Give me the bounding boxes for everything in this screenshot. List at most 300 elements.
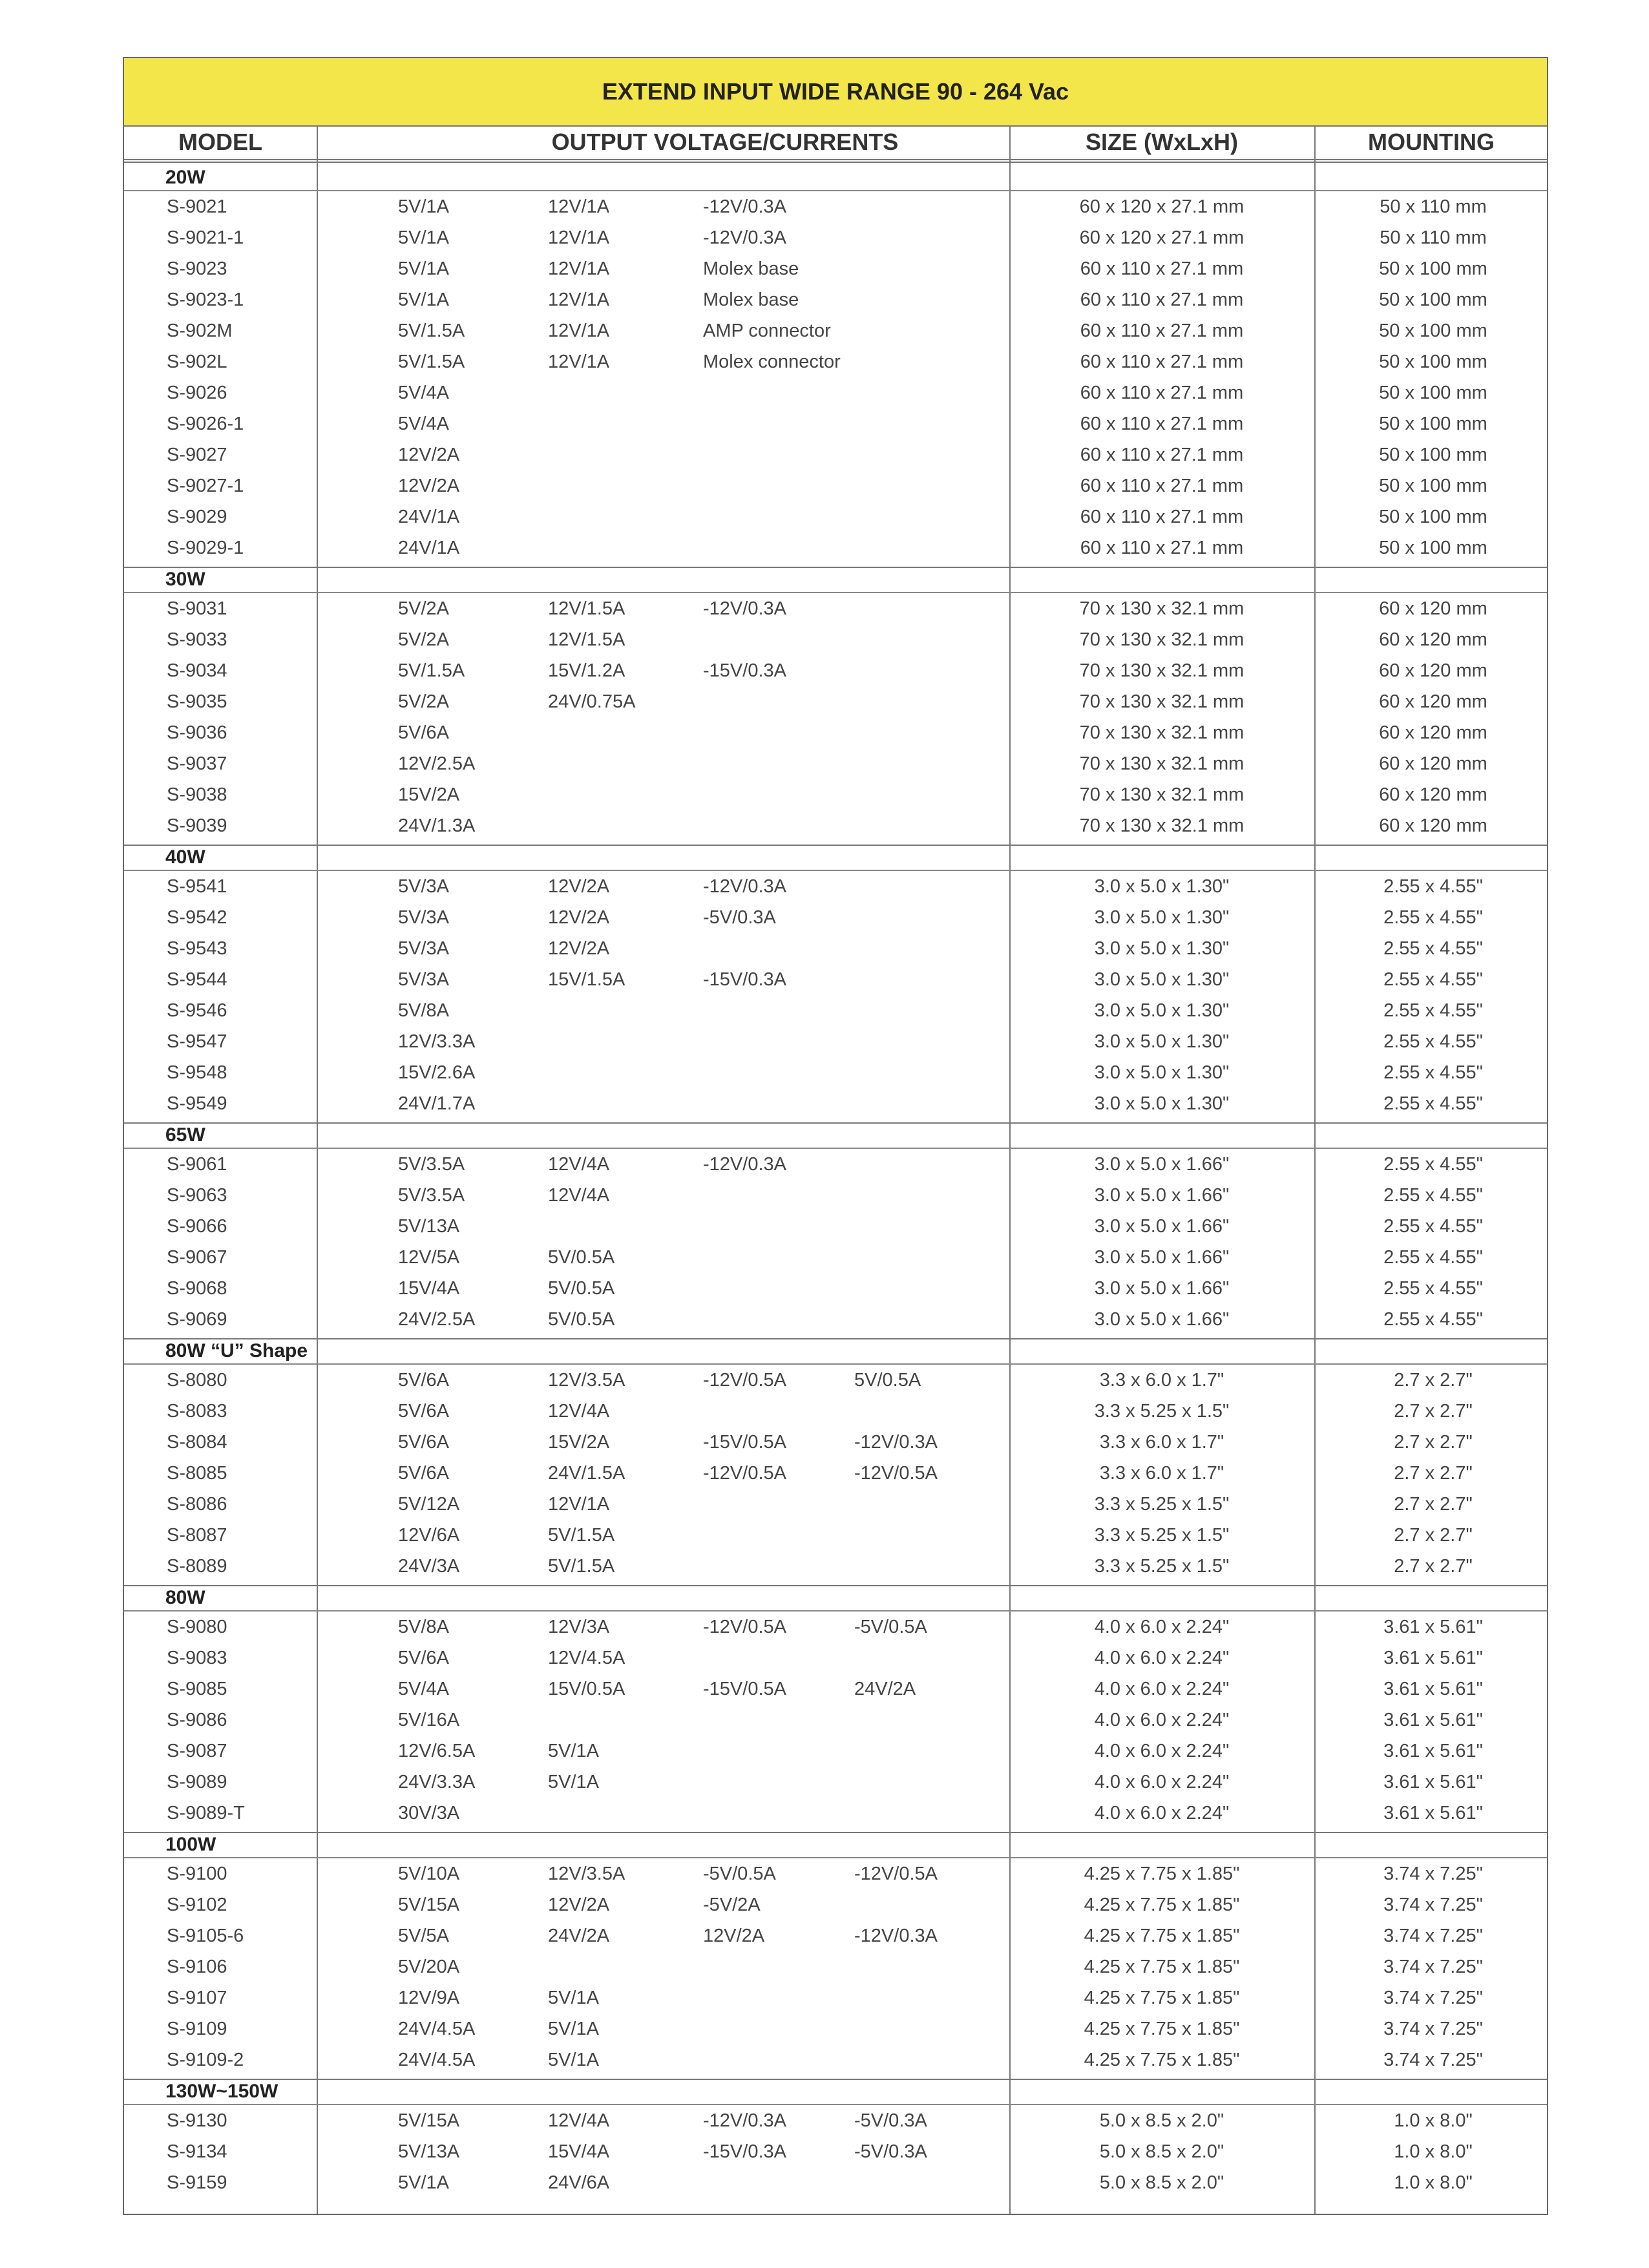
output-cell: -12V/0.5A (703, 1617, 786, 1637)
mounting-cell: 3.74 x 7.25" (1383, 2050, 1483, 2070)
output-cell: 15V/1.2A (548, 660, 625, 681)
output-cell: 24V/1.7A (398, 1093, 476, 1114)
size-cell: 3.0 x 5.0 x 1.66" (1094, 1216, 1230, 1237)
model-cell: S-9544 (167, 969, 227, 990)
model-cell: S-9548 (167, 1062, 227, 1083)
mounting-cell: 2.55 x 4.55" (1383, 938, 1483, 959)
table-row (124, 1026, 1547, 1057)
output-cell: Molex base (703, 289, 799, 310)
mounting-cell: 1.0 x 8.0" (1394, 2110, 1473, 2131)
size-cell: 4.25 x 7.75 x 1.85" (1084, 1895, 1240, 1915)
group-label: 100W (165, 1834, 216, 1855)
output-cell: -5V/0.3A (854, 2110, 927, 2131)
output-cell: 5V/6A (398, 1432, 449, 1453)
output-cell: -12V/0.3A (703, 227, 786, 248)
model-cell: S-9107 (167, 1988, 227, 2008)
output-cell: 24V/6A (548, 2172, 610, 2193)
table-title-banner: EXTEND INPUT WIDE RANGE 90 - 264 Vac (124, 58, 1547, 127)
output-cell: 12V/4A (548, 2110, 610, 2131)
output-cell: 5V/1.5A (398, 352, 465, 372)
mounting-cell: 3.74 x 7.25" (1383, 1957, 1483, 1977)
size-cell: 3.0 x 5.0 x 1.30" (1094, 1093, 1230, 1114)
model-cell: S-9069 (167, 1309, 227, 1330)
mounting-cell: 2.7 x 2.7" (1394, 1432, 1473, 1453)
table-row (124, 655, 1547, 686)
size-cell: 3.3 x 6.0 x 1.7" (1099, 1370, 1224, 1391)
mounting-cell: 50 x 100 mm (1379, 445, 1487, 465)
output-cell: 5V/3A (398, 969, 449, 990)
table-row (124, 408, 1547, 439)
size-cell: 4.25 x 7.75 x 1.85" (1084, 1957, 1240, 1977)
output-cell: 12V/2A (703, 1926, 765, 1946)
output-cell: 5V/4A (398, 414, 449, 434)
table-row (124, 532, 1547, 563)
mounting-cell: 50 x 100 mm (1379, 258, 1487, 279)
size-cell: 70 x 130 x 32.1 mm (1079, 660, 1245, 681)
mounting-cell: 2.55 x 4.55" (1383, 1185, 1483, 1206)
output-cell: 15V/2A (398, 784, 460, 805)
output-cell: 24V/1.5A (548, 1463, 625, 1484)
size-cell: 70 x 130 x 32.1 mm (1079, 629, 1245, 650)
model-cell: S-9034 (167, 660, 227, 681)
size-cell: 3.0 x 5.0 x 1.66" (1094, 1185, 1230, 1206)
table-row (124, 2044, 1547, 2075)
output-cell: Molex base (703, 258, 799, 279)
model-cell: S-8085 (167, 1463, 227, 1484)
output-cell: 5V/1A (398, 289, 449, 310)
output-cell: 5V/1A (398, 2172, 449, 2193)
output-cell: 12V/2A (548, 1895, 610, 1915)
output-cell: 5V/1A (398, 196, 449, 217)
output-cell: 5V/16A (398, 1710, 460, 1730)
mounting-cell: 60 x 120 mm (1379, 784, 1487, 805)
table-row (124, 1180, 1547, 1211)
mounting-cell: 3.61 x 5.61" (1383, 1772, 1483, 1792)
output-cell: 5V/1A (548, 2019, 599, 2039)
mounting-cell: 60 x 120 mm (1379, 660, 1487, 681)
mounting-cell: 3.61 x 5.61" (1383, 1648, 1483, 1668)
size-cell: 3.3 x 6.0 x 1.7" (1099, 1432, 1224, 1453)
table-row (124, 1982, 1547, 2013)
group-label: 40W (165, 846, 205, 868)
mounting-cell: 60 x 120 mm (1379, 722, 1487, 743)
output-cell: 5V/20A (398, 1957, 460, 1977)
output-cell: 5V/1A (398, 227, 449, 248)
table-row (124, 748, 1547, 779)
output-cell: 5V/8A (398, 1000, 449, 1021)
output-cell: 5V/2A (398, 598, 449, 619)
table-row (124, 964, 1547, 995)
output-cell: 15V/2.6A (398, 1062, 476, 1083)
mounting-cell: 3.74 x 7.25" (1383, 1895, 1483, 1915)
size-cell: 70 x 130 x 32.1 mm (1079, 815, 1245, 836)
output-cell: 12V/3.5A (548, 1864, 625, 1884)
model-cell: S-9159 (167, 2172, 227, 2193)
table-row (124, 1798, 1547, 1829)
table-row (124, 1273, 1547, 1304)
output-cell: 5V/3.5A (398, 1185, 465, 1206)
model-cell: S-9134 (167, 2141, 227, 2162)
output-cell: 12V/4.5A (548, 1648, 625, 1668)
output-cell: 12V/2A (548, 938, 610, 959)
output-cell: 30V/3A (398, 1803, 460, 1823)
output-cell: -5V/2A (703, 1895, 761, 1915)
output-cell: 12V/1.5A (548, 629, 625, 650)
output-cell: -12V/0.3A (703, 876, 786, 897)
output-cell: 5V/15A (398, 1895, 460, 1915)
output-cell: -12V/0.3A (854, 1432, 938, 1453)
header-model: MODEL (178, 129, 262, 155)
output-cell: 12V/1A (548, 227, 610, 248)
mounting-cell: 50 x 100 mm (1379, 320, 1487, 341)
model-cell: S-9026-1 (167, 414, 244, 434)
model-cell: S-9089-T (167, 1803, 245, 1823)
output-cell: -12V/0.5A (703, 1463, 786, 1484)
model-cell: S-9102 (167, 1895, 227, 1915)
mounting-cell: 2.7 x 2.7" (1394, 1494, 1473, 1515)
spec-table (123, 57, 1548, 2215)
model-cell: S-9029-1 (167, 538, 244, 558)
table-row (124, 501, 1547, 532)
model-group (124, 845, 1547, 1123)
mounting-cell: 60 x 120 mm (1379, 753, 1487, 774)
mounting-cell: 2.55 x 4.55" (1383, 907, 1483, 928)
table-row (124, 1674, 1547, 1705)
size-cell: 3.3 x 5.25 x 1.5" (1094, 1494, 1230, 1515)
size-cell: 3.0 x 5.0 x 1.30" (1094, 1000, 1230, 1021)
output-cell: 5V/0.5A (548, 1309, 615, 1330)
output-cell: 12V/1A (548, 352, 610, 372)
output-cell: 5V/10A (398, 1864, 460, 1884)
mounting-cell: 2.7 x 2.7" (1394, 1401, 1473, 1422)
size-cell: 3.0 x 5.0 x 1.66" (1094, 1278, 1230, 1299)
table-row (124, 1242, 1547, 1273)
output-cell: -5V/0.5A (703, 1864, 776, 1884)
size-cell: 3.0 x 5.0 x 1.30" (1094, 938, 1230, 959)
table-row (124, 2013, 1547, 2044)
output-cell: 12V/2A (548, 907, 610, 928)
mounting-cell: 3.74 x 7.25" (1383, 1926, 1483, 1946)
size-cell: 70 x 130 x 32.1 mm (1079, 784, 1245, 805)
model-cell: S-9063 (167, 1185, 227, 1206)
model-cell: S-9036 (167, 722, 227, 743)
output-cell: 5V/0.5A (548, 1247, 615, 1268)
output-cell: 12V/3.3A (398, 1031, 476, 1052)
output-cell: -5V/0.3A (854, 2141, 927, 2162)
output-cell: -5V/0.3A (703, 907, 776, 928)
table-row (124, 346, 1547, 377)
table-row (124, 253, 1547, 284)
mounting-cell: 2.55 x 4.55" (1383, 1062, 1483, 1083)
model-cell: S-9546 (167, 1000, 227, 1021)
output-cell: 5V/12A (398, 1494, 460, 1515)
output-cell: -12V/0.3A (854, 1926, 938, 1946)
table-row (124, 315, 1547, 346)
table-row (124, 1705, 1547, 1736)
mounting-cell: 2.55 x 4.55" (1383, 1247, 1483, 1268)
model-cell: S-9100 (167, 1864, 227, 1884)
model-cell: S-9541 (167, 876, 227, 897)
table-row (124, 1088, 1547, 1119)
size-cell: 4.0 x 6.0 x 2.24" (1094, 1710, 1230, 1730)
mounting-cell: 3.74 x 7.25" (1383, 1988, 1483, 2008)
size-cell: 4.25 x 7.75 x 1.85" (1084, 1926, 1240, 1946)
model-cell: S-9023-1 (167, 289, 244, 310)
size-cell: 70 x 130 x 32.1 mm (1079, 598, 1245, 619)
mounting-cell: 2.55 x 4.55" (1383, 1031, 1483, 1052)
model-cell: S-9543 (167, 938, 227, 959)
model-cell: S-9089 (167, 1772, 227, 1792)
mounting-cell: 2.55 x 4.55" (1383, 1000, 1483, 1021)
header-mounting: MOUNTING (1368, 129, 1495, 155)
output-cell: 5V/8A (398, 1617, 449, 1637)
table-row (124, 717, 1547, 748)
model-group (124, 165, 1547, 567)
size-cell: 4.25 x 7.75 x 1.85" (1084, 2019, 1240, 2039)
model-cell: S-9027 (167, 445, 227, 465)
model-cell: S-9031 (167, 598, 227, 619)
table-row (124, 1149, 1547, 1180)
size-cell: 60 x 120 x 27.1 mm (1079, 196, 1245, 217)
model-cell: S-9109-2 (167, 2050, 244, 2070)
model-cell: S-8086 (167, 1494, 227, 1515)
mounting-cell: 3.61 x 5.61" (1383, 1741, 1483, 1761)
mounting-cell: 2.7 x 2.7" (1394, 1370, 1473, 1391)
output-cell: 5V/6A (398, 722, 449, 743)
mounting-cell: 60 x 120 mm (1379, 691, 1487, 712)
model-group (124, 2079, 1547, 2202)
table-row (124, 284, 1547, 315)
output-cell: 5V/2A (398, 691, 449, 712)
model-cell: S-9029 (167, 507, 227, 527)
mounting-cell: 3.61 x 5.61" (1383, 1803, 1483, 1823)
model-cell: S-9035 (167, 691, 227, 712)
output-cell: 5V/1A (398, 258, 449, 279)
table-row (124, 1304, 1547, 1335)
mounting-cell: 2.55 x 4.55" (1383, 969, 1483, 990)
model-cell: S-9021 (167, 196, 227, 217)
size-cell: 60 x 110 x 27.1 mm (1080, 352, 1244, 372)
output-cell: 24V/3.3A (398, 1772, 476, 1792)
table-row (124, 439, 1547, 470)
size-cell: 3.3 x 5.25 x 1.5" (1094, 1401, 1230, 1422)
model-group (124, 1123, 1547, 1339)
mounting-cell: 1.0 x 8.0" (1394, 2141, 1473, 2162)
output-cell: 5V/6A (398, 1648, 449, 1668)
output-cell: 12V/2A (398, 476, 460, 496)
output-cell: Molex connector (703, 352, 841, 372)
group-label: 65W (165, 1124, 205, 1146)
table-row (124, 1643, 1547, 1674)
size-cell: 60 x 110 x 27.1 mm (1080, 383, 1244, 403)
table-row (124, 222, 1547, 253)
size-cell: 3.0 x 5.0 x 1.66" (1094, 1247, 1230, 1268)
model-cell: S-8084 (167, 1432, 227, 1453)
output-cell: 5V/5A (398, 1926, 449, 1946)
model-cell: S-9067 (167, 1247, 227, 1268)
model-cell: S-9542 (167, 907, 227, 928)
model-cell: S-9105-6 (167, 1926, 244, 1946)
output-cell: 5V/4A (398, 1679, 449, 1699)
size-cell: 60 x 110 x 27.1 mm (1080, 507, 1244, 527)
mounting-cell: 1.0 x 8.0" (1394, 2172, 1473, 2193)
size-cell: 60 x 110 x 27.1 mm (1080, 538, 1244, 558)
model-cell: S-8083 (167, 1401, 227, 1422)
model-cell: S-9039 (167, 815, 227, 836)
table-row (124, 902, 1547, 933)
model-group (124, 567, 1547, 845)
table-row (124, 933, 1547, 964)
mounting-cell: 50 x 100 mm (1379, 538, 1487, 558)
model-cell: S-9066 (167, 1216, 227, 1237)
output-cell: 5V/1A (548, 1772, 599, 1792)
size-cell: 3.3 x 5.25 x 1.5" (1094, 1556, 1230, 1577)
table-row (124, 1211, 1547, 1242)
output-cell: 15V/4A (548, 2141, 610, 2162)
header-size: SIZE (WxLxH) (1085, 129, 1238, 155)
table-row (124, 470, 1547, 501)
output-cell: -15V/0.3A (703, 660, 786, 681)
mounting-cell: 60 x 120 mm (1379, 598, 1487, 619)
mounting-cell: 60 x 120 mm (1379, 815, 1487, 836)
model-cell: S-9023 (167, 258, 227, 279)
size-cell: 60 x 110 x 27.1 mm (1080, 414, 1244, 434)
output-cell: 12V/3.5A (548, 1370, 625, 1391)
mounting-cell: 2.7 x 2.7" (1394, 1556, 1473, 1577)
output-cell: -15V/0.5A (703, 1679, 786, 1699)
model-cell: S-8080 (167, 1370, 227, 1391)
output-cell: -12V/0.3A (703, 2110, 786, 2131)
output-cell: 12V/1A (548, 258, 610, 279)
table-row (124, 377, 1547, 408)
output-cell: 12V/5A (398, 1247, 460, 1268)
output-cell: 5V/1.5A (548, 1525, 615, 1546)
size-cell: 3.0 x 5.0 x 1.30" (1094, 876, 1230, 897)
output-cell: 5V/2A (398, 629, 449, 650)
output-cell: 15V/1.5A (548, 969, 625, 990)
mounting-cell: 2.7 x 2.7" (1394, 1525, 1473, 1546)
output-cell: 5V/1.5A (398, 660, 465, 681)
size-cell: 60 x 110 x 27.1 mm (1080, 289, 1244, 310)
output-cell: 24V/2.5A (398, 1309, 476, 1330)
mounting-cell: 2.55 x 4.55" (1383, 1154, 1483, 1175)
table-row (124, 1057, 1547, 1088)
table-row (124, 871, 1547, 902)
size-cell: 3.0 x 5.0 x 1.30" (1094, 1062, 1230, 1083)
size-cell: 70 x 130 x 32.1 mm (1079, 722, 1245, 743)
table-row (124, 2105, 1547, 2136)
model-cell: S-9033 (167, 629, 227, 650)
output-cell: 12V/1A (548, 1494, 610, 1515)
output-cell: 5V/0.5A (854, 1370, 921, 1391)
mounting-cell: 2.55 x 4.55" (1383, 1093, 1483, 1114)
output-cell: -12V/0.3A (703, 1154, 786, 1175)
size-cell: 3.0 x 5.0 x 1.30" (1094, 907, 1230, 928)
mounting-cell: 50 x 110 mm (1380, 196, 1487, 217)
output-cell: 12V/6.5A (398, 1741, 476, 1761)
model-cell: S-9027-1 (167, 476, 244, 496)
output-cell: 5V/1.5A (398, 320, 465, 341)
output-cell: 5V/1A (548, 1988, 599, 2008)
mounting-cell: 2.55 x 4.55" (1383, 1278, 1483, 1299)
output-cell: 12V/1.5A (548, 598, 625, 619)
output-cell: 24V/2A (854, 1679, 916, 1699)
size-cell: 4.25 x 7.75 x 1.85" (1084, 1864, 1240, 1884)
table-row (124, 1458, 1547, 1489)
output-cell: 12V/4A (548, 1154, 610, 1175)
output-cell: 12V/6A (398, 1525, 460, 1546)
model-group (124, 1832, 1547, 2079)
table-row (124, 1427, 1547, 1458)
size-cell: 4.0 x 6.0 x 2.24" (1094, 1803, 1230, 1823)
output-cell: AMP connector (703, 320, 831, 341)
mounting-cell: 60 x 120 mm (1379, 629, 1487, 650)
group-label: 130W~150W (165, 2081, 278, 2102)
table-row (124, 1951, 1547, 1982)
model-cell: S-9037 (167, 753, 227, 774)
table-row (124, 1858, 1547, 1889)
mounting-cell: 3.61 x 5.61" (1383, 1617, 1483, 1637)
output-cell: 12V/4A (548, 1401, 610, 1422)
table-row (124, 1767, 1547, 1798)
model-cell: S-902M (167, 320, 233, 341)
table-row (124, 995, 1547, 1026)
mounting-cell: 3.74 x 7.25" (1383, 1864, 1483, 1884)
size-cell: 3.0 x 5.0 x 1.30" (1094, 969, 1230, 990)
output-cell: 5V/4A (398, 383, 449, 403)
output-cell: 5V/15A (398, 2110, 460, 2131)
size-cell: 60 x 110 x 27.1 mm (1080, 476, 1244, 496)
output-cell: 24V/0.75A (548, 691, 636, 712)
table-row (124, 810, 1547, 841)
table-row (124, 779, 1547, 810)
size-cell: 5.0 x 8.5 x 2.0" (1099, 2141, 1224, 2162)
output-cell: 5V/1.5A (548, 1556, 615, 1577)
size-cell: 4.0 x 6.0 x 2.24" (1094, 1679, 1230, 1699)
size-cell: 60 x 110 x 27.1 mm (1080, 445, 1244, 465)
size-cell: 3.0 x 5.0 x 1.66" (1094, 1309, 1230, 1330)
size-cell: 4.0 x 6.0 x 2.24" (1094, 1772, 1230, 1792)
output-cell: 12V/1A (548, 289, 610, 310)
mounting-cell: 2.7 x 2.7" (1394, 1463, 1473, 1484)
model-cell: S-9547 (167, 1031, 227, 1052)
table-row (124, 1920, 1547, 1951)
output-cell: 12V/9A (398, 1988, 460, 2008)
output-cell: 5V/6A (398, 1463, 449, 1484)
model-cell: S-8087 (167, 1525, 227, 1546)
output-cell: 12V/3A (548, 1617, 610, 1637)
group-label: 20W (165, 167, 205, 188)
output-cell: -12V/0.3A (703, 598, 786, 619)
output-cell: -12V/0.5A (854, 1864, 938, 1884)
table-row (124, 1520, 1547, 1551)
mounting-cell: 3.74 x 7.25" (1383, 2019, 1483, 2039)
output-cell: 12V/1A (548, 320, 610, 341)
table-row (124, 191, 1547, 222)
size-cell: 3.0 x 5.0 x 1.30" (1094, 1031, 1230, 1052)
output-cell: 5V/3A (398, 938, 449, 959)
output-cell: 12V/2.5A (398, 753, 476, 774)
output-cell: 15V/0.5A (548, 1679, 625, 1699)
size-cell: 4.0 x 6.0 x 2.24" (1094, 1741, 1230, 1761)
output-cell: 5V/13A (398, 2141, 460, 2162)
output-cell: -12V/0.5A (703, 1370, 786, 1391)
size-cell: 60 x 110 x 27.1 mm (1080, 320, 1244, 341)
header-output: OUTPUT VOLTAGE/CURRENTS (551, 129, 899, 155)
output-cell: 5V/3.5A (398, 1154, 465, 1175)
mounting-cell: 50 x 100 mm (1379, 383, 1487, 403)
model-cell: S-9021-1 (167, 227, 244, 248)
